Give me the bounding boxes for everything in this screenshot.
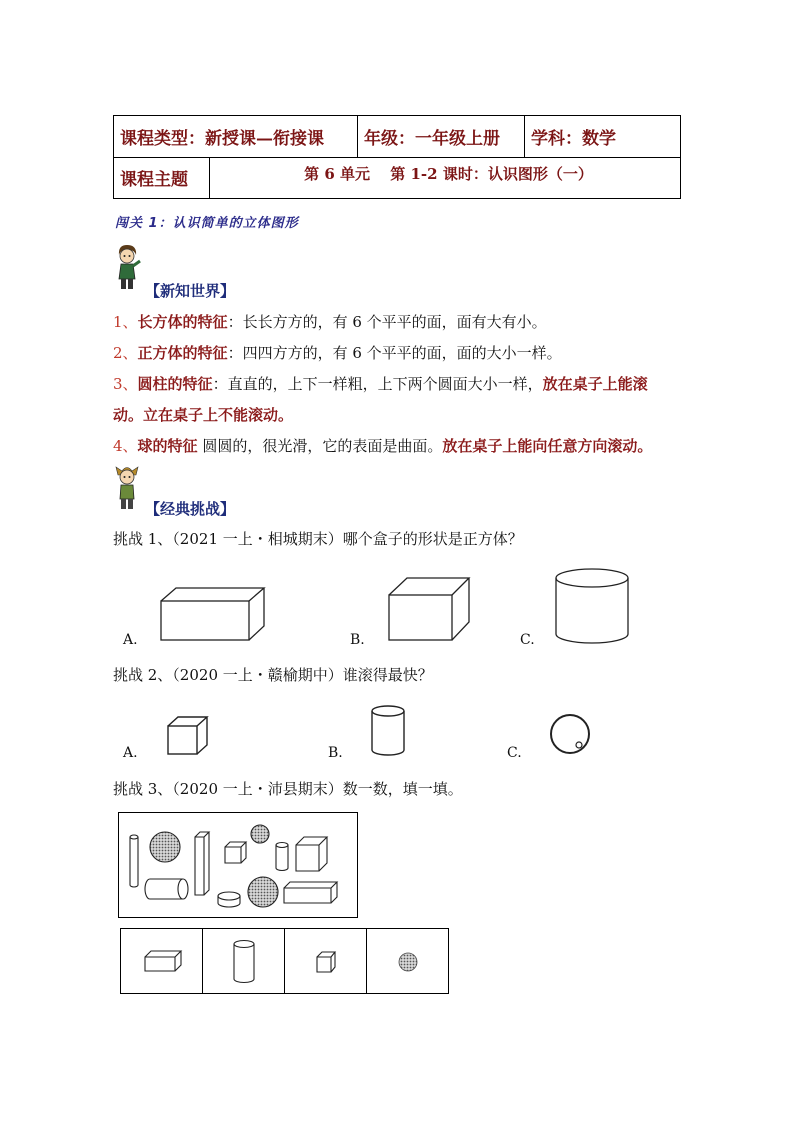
feature-line-4 xyxy=(113,436,652,456)
option-c: C. xyxy=(520,632,535,648)
feature-line-2 xyxy=(113,343,562,363)
feature-emphasis: 放在桌子上能向任意方向滚动。 xyxy=(442,437,653,455)
sphere-icon xyxy=(397,951,419,977)
item-number: 2、 xyxy=(113,344,138,362)
item-number: 4、 xyxy=(113,437,138,455)
challenge-heading: 【经典挑战】 xyxy=(145,500,236,518)
grade-cell: 年级：一年级上册 xyxy=(364,129,500,149)
table-cell-sphere xyxy=(367,929,448,993)
topic-cell: 第 6 单元 第 1-2 课时：认识图形（一） xyxy=(304,165,593,183)
challenge-3-question: 挑战 3、（2020 一上・沛县期末）数一数，填一填。 xyxy=(113,780,463,798)
sphere-icon xyxy=(548,712,592,760)
shapes-picture xyxy=(118,812,358,918)
teacher-icon xyxy=(112,243,142,293)
feature-text: ：四四方方的，有 6 个平平的面，面的大小一样。 xyxy=(227,344,562,362)
table-cell-cylinder xyxy=(203,929,285,993)
cylinder-icon xyxy=(231,939,257,989)
subject-cell: 学科：数学 xyxy=(531,129,616,149)
cube-icon xyxy=(315,950,337,978)
cube-icon xyxy=(386,575,472,647)
cylinder-icon xyxy=(368,704,408,762)
feature-emphasis: 放在桌子上能滚 xyxy=(542,375,648,393)
feature-term: 正方体的特征 xyxy=(137,344,228,362)
cuboid-icon xyxy=(158,585,268,647)
cylinder-icon xyxy=(553,566,631,650)
new-world-heading: 【新知世界】 xyxy=(145,282,236,300)
feature-line-3 xyxy=(113,374,648,394)
feature-text: 圆圆的，很光滑，它的表面是曲面。 xyxy=(197,437,443,455)
feature-term: 长方体的特征 xyxy=(137,313,228,331)
section-tag: 闯关 1：认识简单的立体图形 xyxy=(115,216,299,231)
option-b: B. xyxy=(328,745,343,761)
student-icon xyxy=(112,463,142,513)
option-b: B. xyxy=(350,632,365,648)
table-cell-cube xyxy=(285,929,367,993)
shape-count-table xyxy=(120,928,449,994)
course-header-table xyxy=(113,115,681,199)
course-type-cell: 课程类型：新授课—衔接课 xyxy=(120,129,324,149)
option-c: C. xyxy=(507,745,522,761)
feature-line-1 xyxy=(113,312,547,332)
item-number: 1、 xyxy=(113,313,138,331)
cuboid-icon xyxy=(143,949,183,977)
header-row-1 xyxy=(114,116,680,158)
feature-text: ：长长方方的，有 6 个平平的面，面有大有小。 xyxy=(227,313,547,331)
feature-text: ：直直的，上下一样粗，上下两个圆面大小一样， xyxy=(212,375,543,393)
option-a: A. xyxy=(123,632,138,648)
feature-term: 球的特征 xyxy=(137,437,198,455)
feature-emphasis: 动。立在桌子上不能滚动。 xyxy=(113,406,294,424)
challenge-1-question: 挑战 1、（2021 一上・相城期末）哪个盒子的形状是正方体？ xyxy=(113,530,523,548)
cube-icon xyxy=(165,714,211,760)
challenge-2-question: 挑战 2、（2020 一上・赣榆期中）谁滚得最快？ xyxy=(113,666,433,684)
header-row-2 xyxy=(114,157,680,198)
feature-term: 圆柱的特征 xyxy=(137,375,213,393)
option-a: A. xyxy=(123,745,138,761)
item-number: 3、 xyxy=(113,375,138,393)
feature-line-3-cont xyxy=(113,405,293,425)
table-cell-cuboid xyxy=(121,929,203,993)
topic-label-cell: 课程主题 xyxy=(120,170,188,190)
